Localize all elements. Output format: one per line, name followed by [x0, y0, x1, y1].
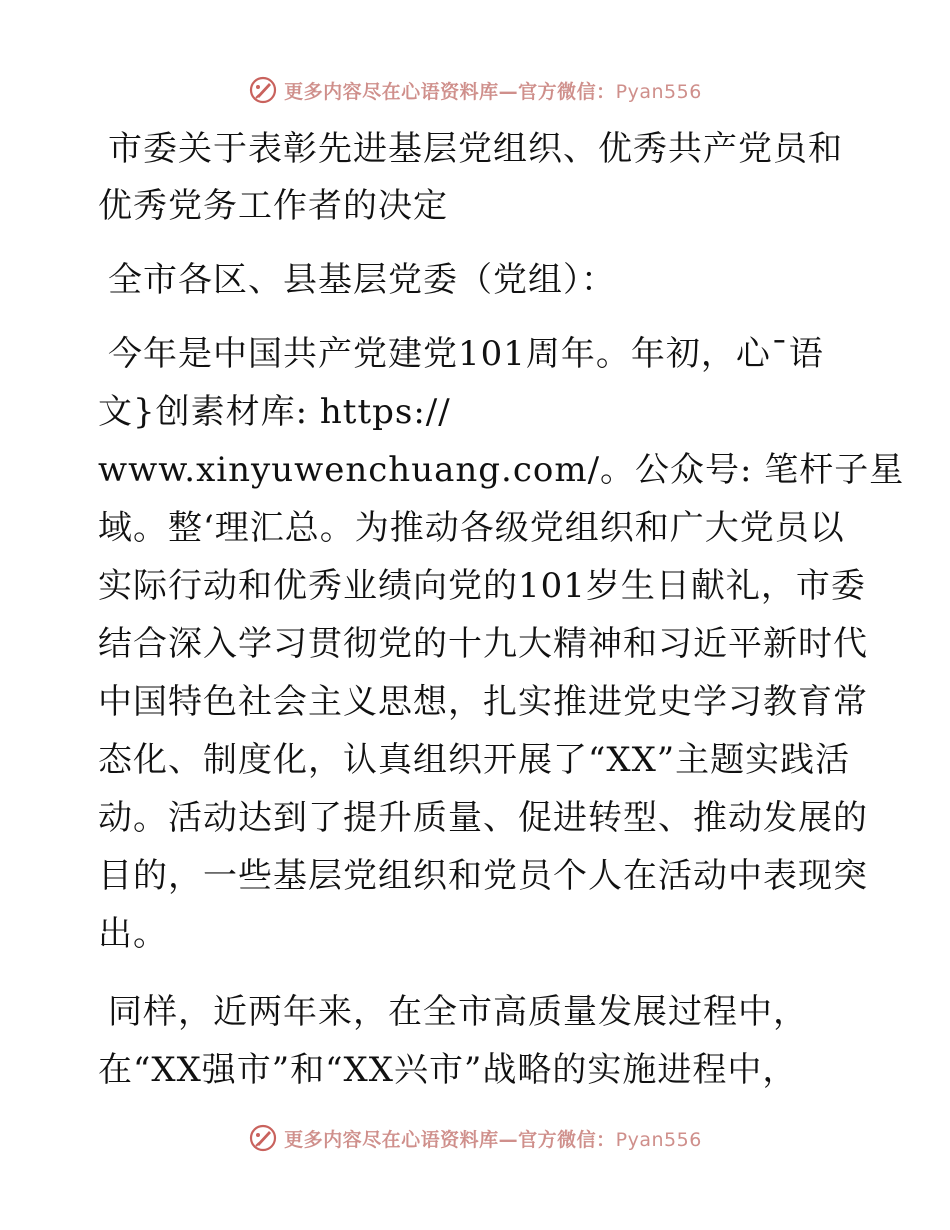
- banner-wechat-id: Pyan556: [615, 80, 702, 103]
- paragraph-line: 中国特色社会主义思想，扎实推进党史学习教育常: [98, 682, 868, 722]
- quill-pen-logo-icon: [248, 1123, 278, 1153]
- paragraph-line: 出。: [98, 914, 168, 954]
- paragraph-line: 动。活动达到了提升质量、促进转型、推动发展的: [98, 798, 868, 838]
- banner-wechat-id: Pyan556: [615, 1128, 702, 1151]
- document-title-line-1: 市委关于表彰先进基层党组织、优秀共产党员和: [108, 129, 843, 169]
- banner-text: 更多内容尽在心语资料库—官方微信：: [284, 1128, 616, 1151]
- footer-banner: [0, 1120, 950, 1156]
- paragraph-line: 同样，近两年来，在全市高质量发展过程中，: [108, 992, 808, 1032]
- document-title-line-2: 优秀党务工作者的决定: [98, 186, 448, 226]
- paragraph-line: 今年是中国共产党建党101周年。年初，心¯语: [108, 334, 824, 374]
- header-banner: [0, 72, 950, 108]
- paragraph-line: 目的，一些基层党组织和党员个人在活动中表现突: [98, 856, 868, 896]
- paragraph-line: 域。整‘理汇总。为推动各级党组织和广大党员以: [98, 508, 845, 548]
- paragraph-line: 文}创素材库: https://: [98, 392, 451, 432]
- paragraph-line: 在“XX强市”和“XX兴市”战略的实施进程中，: [98, 1050, 798, 1090]
- paragraph-line: 结合深入学习贯彻党的十九大精神和习近平新时代: [98, 624, 868, 664]
- banner-text: 更多内容尽在心语资料库—官方微信：: [284, 80, 616, 103]
- paragraph-line: www.xinyuwenchuang.com/。公众号: 笔杆子星: [98, 450, 905, 490]
- paragraph-line: 态化、制度化，认真组织开展了“XX”主题实践活: [98, 740, 851, 780]
- paragraph-line: 实际行动和优秀业绩向党的101岁生日献礼，市委: [98, 566, 866, 606]
- quill-pen-logo-icon: [248, 75, 278, 105]
- salutation: 全市各区、县基层党委（党组）：: [108, 260, 616, 300]
